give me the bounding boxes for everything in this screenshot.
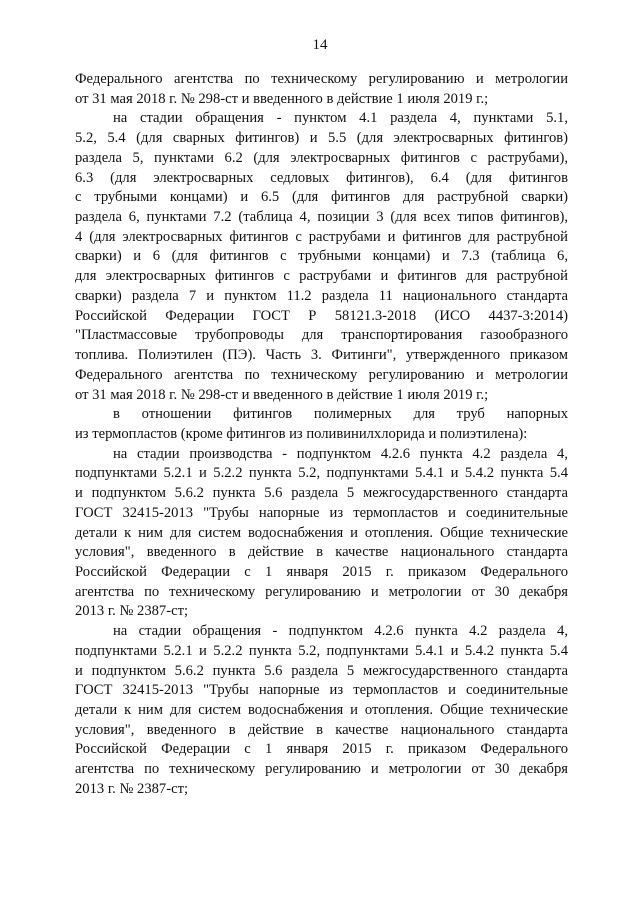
paragraph-p5 bbox=[75, 622, 568, 799]
text-line: в отношении фитингов полимерных для труб напорных bbox=[113, 406, 568, 423]
text-line: 4 (для электросварных фитингов с раструбами и фитингов для раструбной bbox=[75, 228, 568, 245]
text-line: агентства по техническому регулированию и метрологии от 30 декабря bbox=[75, 761, 568, 778]
text-line: раздела 6, пунктами 7.2 (таблица 4, позиции 3 (для всех типов фитингов), bbox=[75, 209, 568, 226]
page-number: 14 bbox=[312, 37, 328, 53]
text-line: ГОСТ 32415-2013 "Трубы напорные из термопластов и соединительные bbox=[75, 682, 568, 699]
text-line: 2013 г. № 2387-ст; bbox=[75, 780, 189, 797]
text-line: сварки) раздела 7 и пунктом 11.2 раздела 11 национального стандарта bbox=[75, 287, 568, 304]
text-line: подпунктами 5.2.1 и 5.2.2 пункта 5.2, подпунктами 5.4.1 и 5.4.2 пункта 5.4 bbox=[75, 465, 568, 482]
text-line: детали к ним для систем водоснабжения и отопления. Общие технические bbox=[75, 524, 568, 541]
text-line: раздела 5, пунктами 6.2 (для электросварных фитингов с раструбами), bbox=[75, 149, 568, 166]
text-line: с трубными концами) и 6.5 (для фитингов для раструбной сварки) bbox=[75, 189, 568, 206]
text-line: и подпунктом 5.6.2 пункта 5.6 раздела 5 межгосударственного стандарта bbox=[75, 662, 568, 679]
text-line: для электросварных фитингов с раструбами и фитингов для раструбной bbox=[75, 268, 568, 285]
text-line: ГОСТ 32415-2013 "Трубы напорные из термопластов и соединительные bbox=[75, 504, 568, 521]
text-line: Российской Федерации с 1 января 2015 г. приказом Федерального bbox=[75, 563, 568, 580]
text-line: топлива. Полиэтилен (ПЭ). Часть 3. Фитинги", утвержденного приказом bbox=[75, 347, 568, 364]
text-line: на стадии обращения - подпунктом 4.2.6 пункта 4.2 раздела 4, bbox=[113, 623, 568, 640]
document-body bbox=[75, 70, 568, 800]
paragraph-p2 bbox=[75, 109, 568, 405]
text-line: от 31 мая 2018 г. № 298-ст и введенного в действие 1 июля 2019 г.; bbox=[75, 90, 489, 107]
text-line: и подпунктом 5.6.2 пункта 5.6 раздела 5 межгосударственного стандарта bbox=[75, 485, 568, 502]
paragraph-p1 bbox=[75, 70, 568, 109]
text-line: 2013 г. № 2387-ст; bbox=[75, 603, 189, 620]
text-line: на стадии обращения - пунктом 4.1 раздела 4, пунктами 5.1, bbox=[113, 110, 568, 127]
text-line: Российской Федерации ГОСТ Р 58121.3-2018 (ИСО 4437-3:2014) bbox=[75, 307, 568, 324]
text-line: условия", введенного в действие в качестве национального стандарта bbox=[75, 544, 568, 561]
text-line: условия", введенного в действие в качестве национального стандарта bbox=[75, 721, 568, 738]
text-line: сварки) и 6 (для фитингов с трубными концами) и 7.3 (таблица 6, bbox=[75, 248, 568, 265]
text-line: "Пластмассовые трубопроводы для транспортирования газообразного bbox=[75, 327, 568, 344]
paragraph-p3 bbox=[75, 405, 568, 444]
text-line: на стадии производства - подпунктом 4.2.6 пункта 4.2 раздела 4, bbox=[113, 445, 568, 462]
text-line: 5.2, 5.4 (для сварных фитингов) и 5.5 (для электросварных фитингов) bbox=[75, 130, 568, 147]
text-line: подпунктами 5.2.1 и 5.2.2 пункта 5.2, подпунктами 5.4.1 и 5.4.2 пункта 5.4 bbox=[75, 642, 568, 659]
paragraph-p4 bbox=[75, 445, 568, 622]
text-line: детали к ним для систем водоснабжения и отопления. Общие технические bbox=[75, 702, 568, 718]
text-line: Федерального агентства по техническому регулированию и метрологии bbox=[75, 71, 568, 87]
text-line: 6.3 (для электросварных седловых фитингов), 6.4 (для фитингов bbox=[75, 169, 568, 186]
text-line: агентства по техническому регулированию и метрологии от 30 декабря bbox=[75, 583, 568, 600]
text-line: из термопластов (кроме фитингов из поливинилхлорида и полиэтилена): bbox=[75, 425, 528, 442]
text-line: Федерального агентства по техническому регулированию и метрологии bbox=[75, 366, 568, 383]
text-line: от 31 мая 2018 г. № 298-ст и введенного в действие 1 июля 2019 г.; bbox=[75, 386, 489, 403]
text-line: Российской Федерации с 1 января 2015 г. приказом Федерального bbox=[75, 741, 568, 758]
